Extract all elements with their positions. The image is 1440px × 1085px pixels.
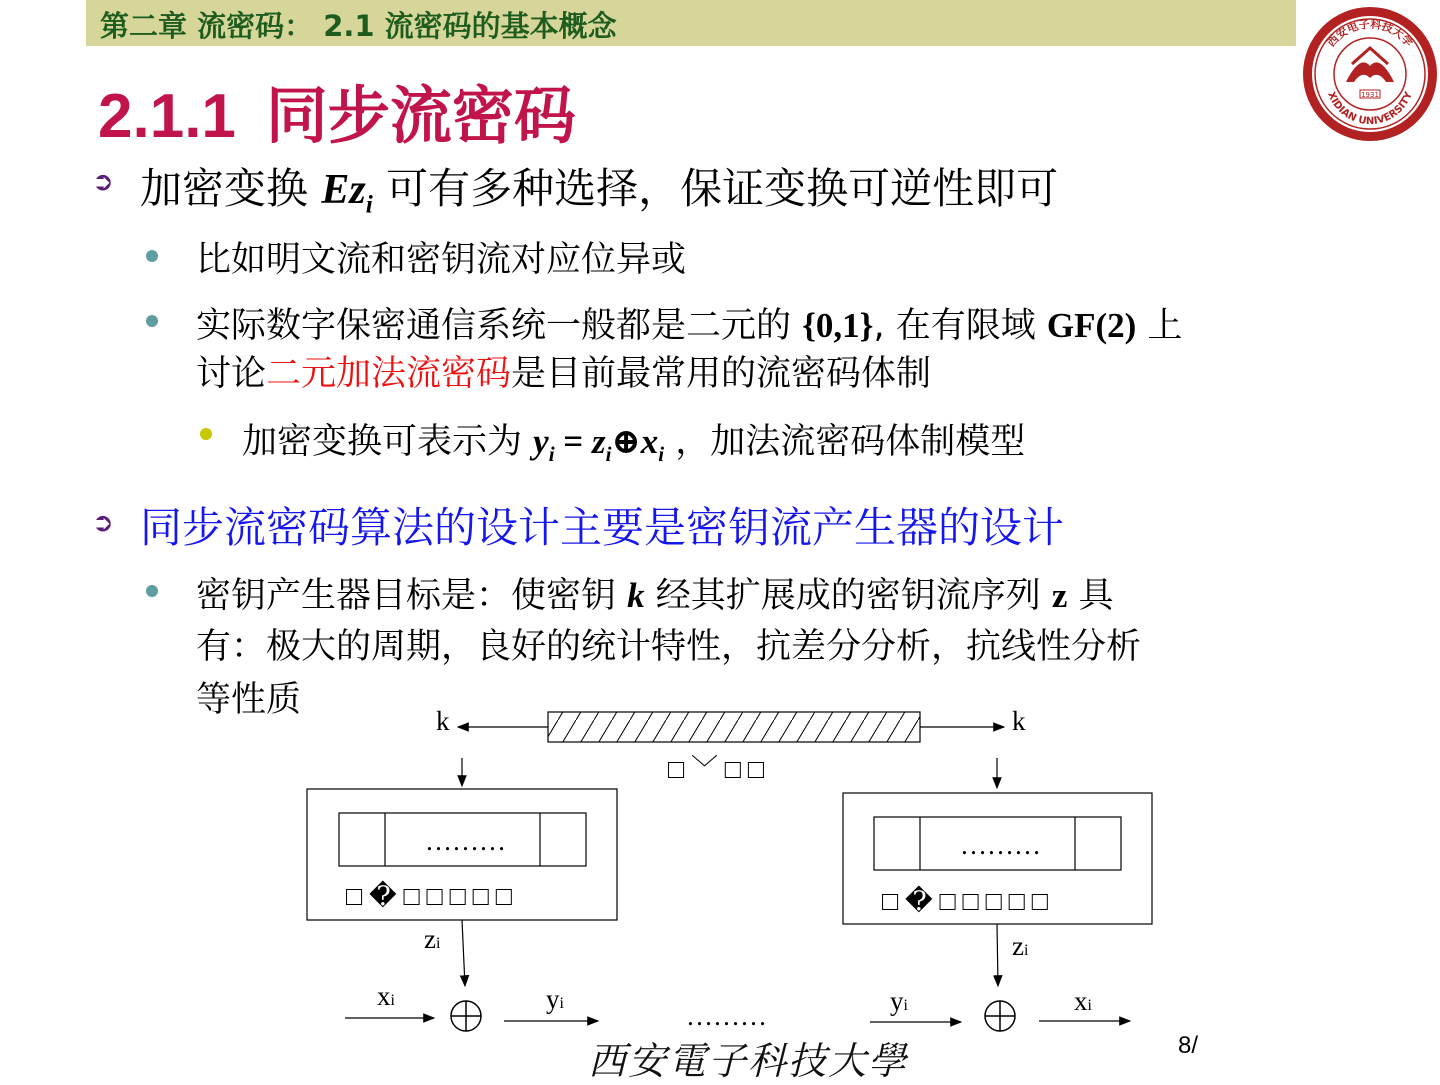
z-right-label: zi bbox=[1012, 931, 1029, 961]
x-left-label: xi bbox=[377, 981, 395, 1011]
bullet-2-text: 同步流密码算法的设计主要是密钥流产生器的设计 bbox=[140, 503, 1065, 552]
register-dots-left: ……… bbox=[425, 826, 506, 856]
z-left-label: zi bbox=[424, 924, 441, 954]
bullet-2a-line2: 有：极大的周期，良好的统计特性，抗差分分析，抗线性分析 bbox=[196, 627, 1142, 667]
secure-channel bbox=[548, 712, 920, 742]
bullet-1b1-text: 加密变换可表示为 $y_i$ = $z_i\oplus x_i$ ，加法流密码体制模型 bbox=[242, 422, 1026, 466]
mid-dots: ……… bbox=[686, 1001, 767, 1031]
bullet-2a-line3: 等性质 bbox=[196, 680, 302, 720]
x-right-label: xi bbox=[1074, 986, 1092, 1016]
bullet-1-text: 加密变换 $Ez_i$ 可有多种选择，保证变换可逆性即可 bbox=[140, 164, 1059, 219]
bullet-1b-line1: 实际数字保密通信系统一般都是二元的 {0,1}, 在有限域 GF(2) 上 bbox=[196, 306, 1183, 346]
register-dots-right: ……… bbox=[960, 830, 1041, 860]
arrow-bullet-icon: ➲ bbox=[92, 167, 114, 197]
generator-label-left: □ � □ □ □ □ □ bbox=[346, 881, 513, 911]
title-text: 同步流密码 bbox=[265, 82, 576, 151]
bullet-1a-text: 比如明文流和密钥流对应位异或 bbox=[196, 240, 687, 280]
bullet-1b-line2: 讨论二元加法流密码是目前最常用的流密码体制 bbox=[196, 354, 932, 394]
y-left-label: yi bbox=[546, 984, 564, 1014]
channel-label: □ ﹀ □ □ bbox=[668, 754, 765, 784]
logo-year: 1931 bbox=[1361, 91, 1379, 99]
logo-bottom-text: XIDIAN UNIVERSITY bbox=[1325, 90, 1415, 128]
logo-top-text: 西安电子科技大学 bbox=[1324, 17, 1416, 50]
bullet-2a-line1: 密钥产生器目标是：使密钥 k 经其扩展成的密钥流序列 z 具 bbox=[196, 576, 1114, 616]
page-number: 8/ bbox=[1178, 1032, 1199, 1059]
key-right-label: k bbox=[1012, 706, 1026, 736]
key-left-label: k bbox=[436, 706, 450, 736]
title-number: 2.1.1 bbox=[98, 82, 236, 151]
chapter-header: 第二章 流密码： 2.1 流密码的基本概念 bbox=[100, 9, 617, 43]
y-right-label: yi bbox=[890, 986, 908, 1016]
generator-label-right: □ � □ □ □ □ □ bbox=[882, 886, 1049, 916]
footer-university-logo: 西安電子科技大學 bbox=[588, 1039, 909, 1083]
arrow-bullet-icon: ➲ bbox=[92, 508, 114, 538]
